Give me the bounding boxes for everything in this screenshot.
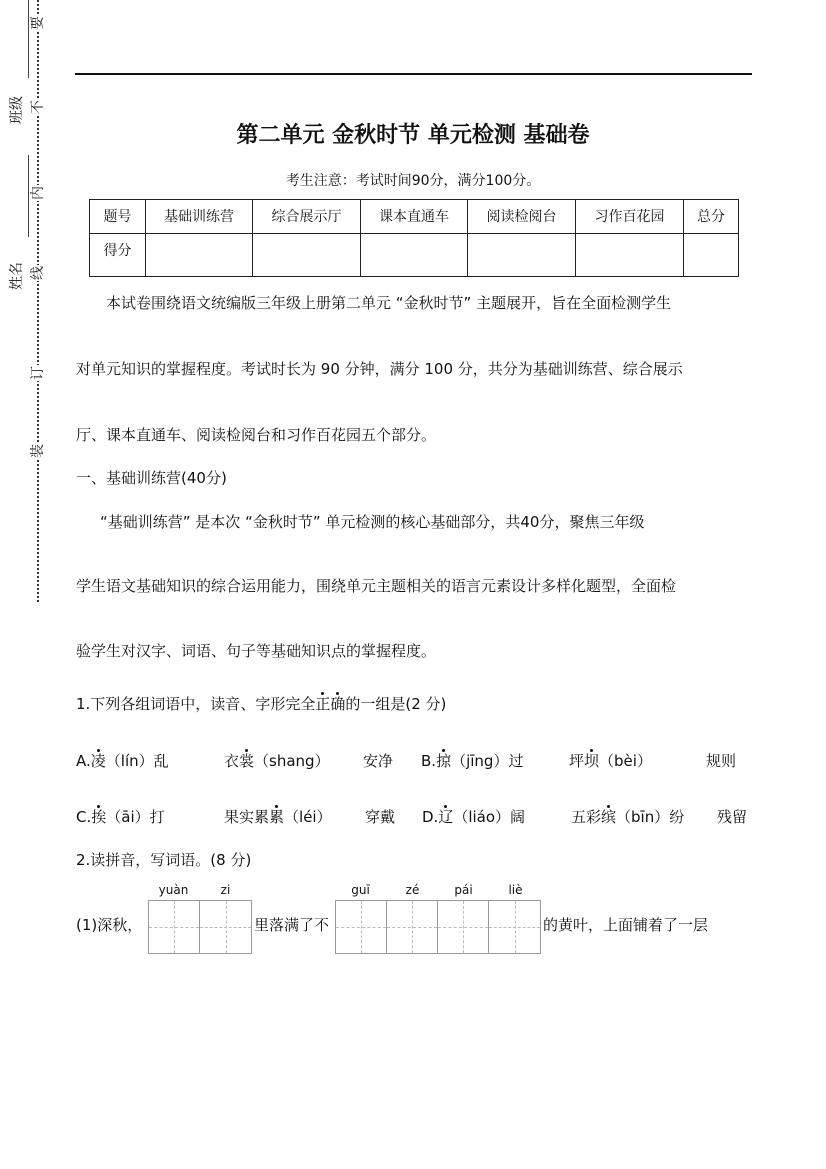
score-cell[interactable] xyxy=(576,234,684,277)
option-text: 果实累 xyxy=(224,808,270,826)
header-cell: 总分 xyxy=(684,200,739,234)
option-a-word3: 安净 xyxy=(363,752,394,770)
pinyin: liè xyxy=(508,883,523,897)
header-cell: 习作百花园 xyxy=(576,200,684,234)
writing-grid-1[interactable] xyxy=(148,900,252,954)
header-cell: 综合展示厅 xyxy=(253,200,361,234)
option-label: D. xyxy=(422,808,439,826)
intro-line: 本试卷围绕语文统编版三年级上册第二单元 “金秋时节” 主题展开，旨在全面检测学生 xyxy=(106,294,672,312)
intro-line: 厅、课本直通车、阅读检阅台和习作百花园五个部分。 xyxy=(76,426,437,444)
seal-char: 装 xyxy=(30,444,46,458)
class-blank-line xyxy=(28,0,29,78)
option-text: 坪 xyxy=(569,752,585,770)
grid-cell[interactable] xyxy=(149,901,200,953)
emphasized-char: 确 xyxy=(330,695,346,713)
grid-cell[interactable] xyxy=(438,901,489,953)
pinyin: pái xyxy=(454,883,473,897)
question-2-stem: 2.读拼音，写词语。(8 分) xyxy=(76,851,252,869)
score-table-header-row xyxy=(90,200,739,234)
option-c[interactable] xyxy=(76,806,165,827)
sentence-1-end: 的黄叶，上面铺着了一层 xyxy=(543,916,709,934)
pinyin: guī xyxy=(351,883,370,897)
option-b-word3: 规则 xyxy=(706,752,737,770)
seal-char: 内 xyxy=(30,186,46,200)
option-text: （léi） xyxy=(284,808,332,826)
score-cell[interactable] xyxy=(361,234,468,277)
grid-cell[interactable] xyxy=(387,901,438,953)
header-rule xyxy=(75,73,752,75)
score-cell[interactable] xyxy=(253,234,361,277)
option-d-word3: 残留 xyxy=(717,808,748,826)
option-c-word2 xyxy=(224,806,332,827)
emphasized-char: 掠 xyxy=(436,752,452,770)
header-cell: 基础训练营 xyxy=(146,200,253,234)
option-a[interactable] xyxy=(76,750,169,771)
header-cell: 题号 xyxy=(90,200,146,234)
section-heading: 一、基础训练营(40分) xyxy=(76,469,227,487)
option-c-word3: 穿戴 xyxy=(365,808,396,826)
stem-text: 1.下列各组词语中，读音、字形完全 xyxy=(76,695,316,713)
sentence-1-middle: 里落满了不 xyxy=(254,916,330,934)
row-label: 得分 xyxy=(90,234,146,277)
binding-dotted-line xyxy=(37,0,39,602)
class-label: 班级 xyxy=(9,96,25,124)
header-cell: 课本直通车 xyxy=(361,200,468,234)
option-text: （bèi） xyxy=(599,752,652,770)
emphasized-char: 缤 xyxy=(601,808,617,826)
option-label: C. xyxy=(76,808,92,826)
emphasized-char: 辽 xyxy=(438,808,454,826)
pinyin: yuàn xyxy=(158,883,189,897)
option-a-word2 xyxy=(224,750,330,771)
sentence-1-start: (1)深秋， xyxy=(76,916,143,934)
seal-char: 不 xyxy=(30,100,46,114)
option-text: （liáo）阔 xyxy=(453,808,526,826)
grid-cell[interactable] xyxy=(336,901,387,953)
option-b-word2 xyxy=(569,750,652,771)
pinyin: zé xyxy=(405,883,420,897)
option-text: 衣 xyxy=(224,752,240,770)
exam-note: 考生注意：考试时间90分，满分100分。 xyxy=(285,173,541,189)
page-title: 第二单元 金秋时节 单元检测 基础卷 xyxy=(236,123,590,148)
emphasized-char: 裳 xyxy=(239,752,255,770)
score-row xyxy=(90,234,739,277)
score-cell[interactable] xyxy=(468,234,576,277)
score-cell[interactable] xyxy=(684,234,739,277)
section-desc-line: “基础训练营” 是本次 “金秋时节” 单元检测的核心基础部分，共40分，聚焦三年级 xyxy=(100,513,645,531)
emphasized-char: 挨 xyxy=(91,808,107,826)
option-b[interactable] xyxy=(421,750,523,771)
option-d-word2 xyxy=(571,806,684,827)
name-blank-line xyxy=(28,155,29,237)
option-text: （lín）乱 xyxy=(105,752,169,770)
grid-cell[interactable] xyxy=(489,901,540,953)
option-text: （āi）打 xyxy=(106,808,165,826)
emphasized-char: 坝 xyxy=(584,752,600,770)
score-table xyxy=(89,199,739,277)
option-text: 五彩 xyxy=(571,808,602,826)
score-cell[interactable] xyxy=(146,234,253,277)
header-cell: 阅读检阅台 xyxy=(468,200,576,234)
option-text: （shang） xyxy=(254,752,330,770)
option-label: B. xyxy=(421,752,437,770)
option-label: A. xyxy=(76,752,91,770)
seal-char: 订 xyxy=(30,366,46,380)
question-1-stem xyxy=(76,693,446,714)
name-label: 姓名 xyxy=(9,262,25,290)
section-desc-line: 学生语文基础知识的综合运用能力，围绕单元主题相关的语言元素设计多样化题型，全面检 xyxy=(76,577,677,595)
pinyin: zi xyxy=(220,883,231,897)
stem-text: 的一组是(2 分) xyxy=(345,695,447,713)
option-text: （jīng）过 xyxy=(451,752,524,770)
emphasized-char: 正 xyxy=(315,695,331,713)
emphasized-char: 凌 xyxy=(90,752,106,770)
grid-cell[interactable] xyxy=(200,901,251,953)
intro-line: 对单元知识的掌握程度。考试时长为 90 分钟，满分 100 分，共分为基础训练营、综合展示 xyxy=(76,360,683,378)
section-desc-line: 验学生对汉字、词语、句子等基础知识点的掌握程度。 xyxy=(76,642,437,660)
seal-char: 要 xyxy=(30,16,46,30)
option-text: （bīn）纷 xyxy=(616,808,685,826)
writing-grid-2[interactable] xyxy=(335,900,541,954)
seal-char: 线 xyxy=(30,266,46,280)
emphasized-char: 累 xyxy=(269,808,285,826)
option-d[interactable] xyxy=(422,806,525,827)
